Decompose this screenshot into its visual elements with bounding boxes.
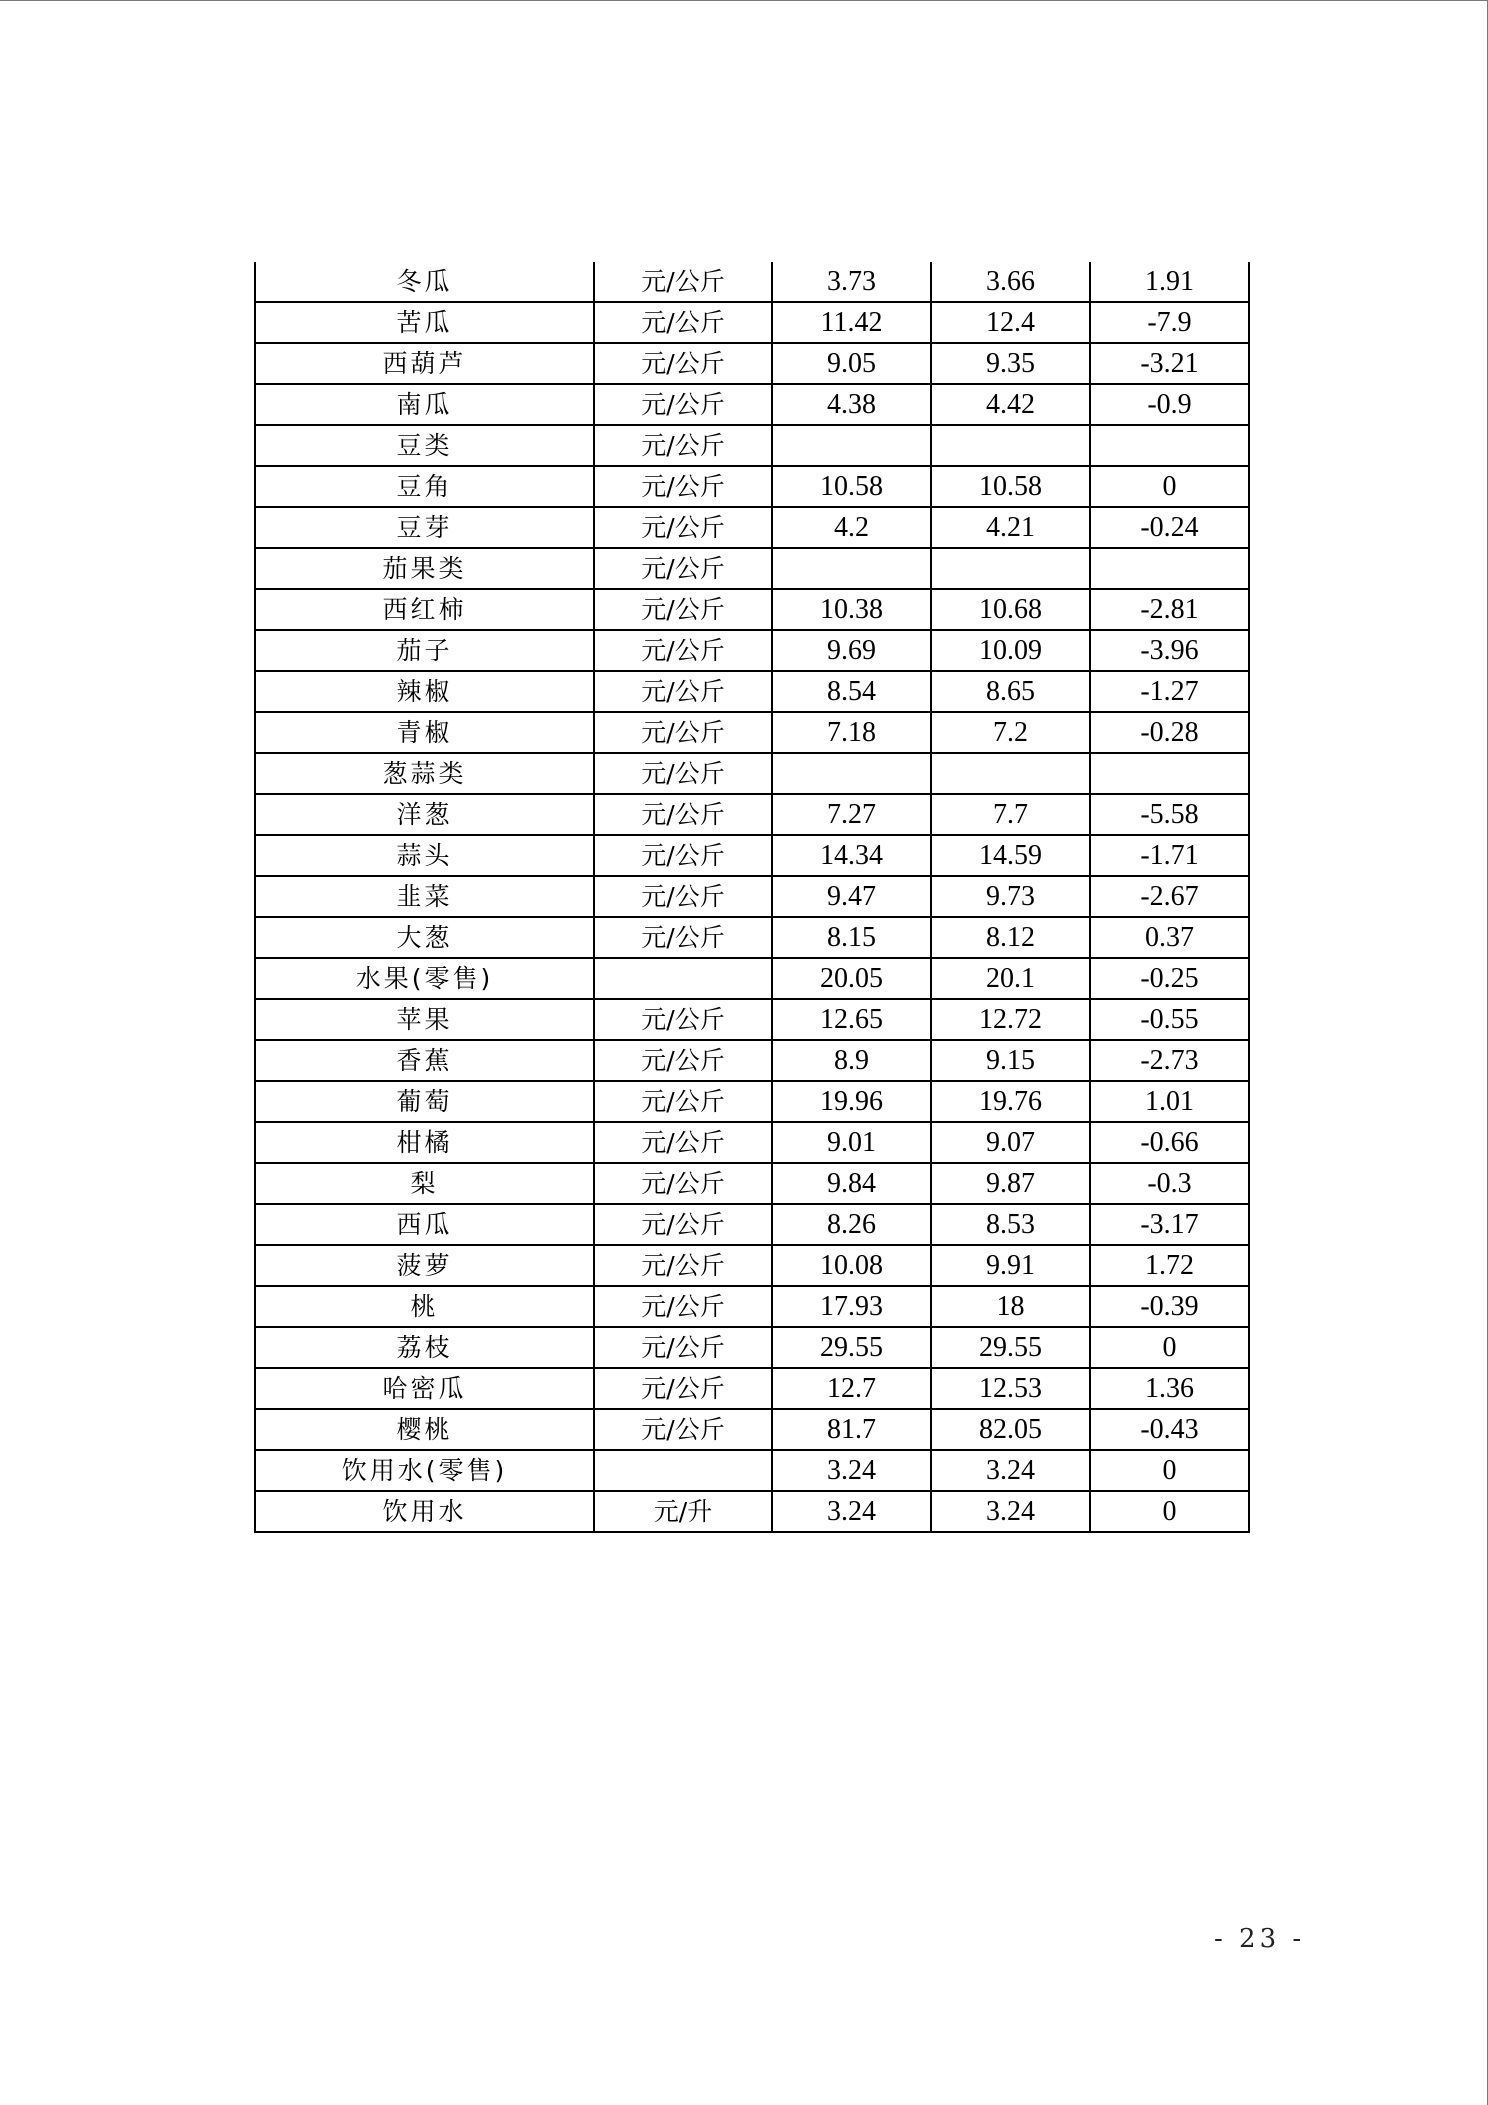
table-row [255,630,1249,671]
item-value-1: 9.47 [772,876,931,917]
table-row [255,1245,1249,1286]
item-value-2: 8.12 [931,917,1090,958]
item-value-1: 3.73 [772,262,931,302]
item-unit: 元/公斤 [594,1204,772,1245]
price-table [254,262,1250,1533]
item-unit: 元/升 [594,1491,772,1532]
item-value-2: 8.53 [931,1204,1090,1245]
item-value-3: -2.67 [1090,876,1249,917]
item-name: 蒜头 [255,835,594,876]
item-name: 饮用水(零售) [255,1450,594,1491]
item-name: 苦瓜 [255,302,594,343]
item-unit: 元/公斤 [594,548,772,589]
item-value-1: 8.26 [772,1204,931,1245]
item-value-3: 1.36 [1090,1368,1249,1409]
item-value-3: 0 [1090,1450,1249,1491]
item-name: 苹果 [255,999,594,1040]
item-name: 豆芽 [255,507,594,548]
item-value-3: -0.3 [1090,1163,1249,1204]
table-row [255,1204,1249,1245]
table-row [255,1368,1249,1409]
item-value-2: 10.09 [931,630,1090,671]
item-value-2: 3.66 [931,262,1090,302]
table-row [255,425,1249,466]
item-value-3: -0.39 [1090,1286,1249,1327]
table-row [255,1450,1249,1491]
item-unit: 元/公斤 [594,384,772,425]
item-value-1: 3.24 [772,1491,931,1532]
item-unit: 元/公斤 [594,466,772,507]
item-name: 韭菜 [255,876,594,917]
item-value-1: 3.24 [772,1450,931,1491]
table-row [255,507,1249,548]
item-value-3: -3.21 [1090,343,1249,384]
table-row [255,1409,1249,1450]
item-unit [594,1450,772,1491]
item-value-3: -5.58 [1090,794,1249,835]
item-name: 葱蒜类 [255,753,594,794]
item-value-1: 8.9 [772,1040,931,1081]
table-row [255,917,1249,958]
item-value-1: 10.38 [772,589,931,630]
item-unit: 元/公斤 [594,589,772,630]
table-row [255,262,1249,302]
item-unit: 元/公斤 [594,1122,772,1163]
item-value-1: 9.01 [772,1122,931,1163]
item-value-3: -0.25 [1090,958,1249,999]
item-name: 桃 [255,1286,594,1327]
item-unit: 元/公斤 [594,835,772,876]
table-row [255,712,1249,753]
item-value-2 [931,753,1090,794]
item-value-2: 19.76 [931,1081,1090,1122]
item-unit: 元/公斤 [594,1245,772,1286]
item-value-3: -0.55 [1090,999,1249,1040]
item-value-2: 4.21 [931,507,1090,548]
item-value-1 [772,425,931,466]
table-row [255,1081,1249,1122]
item-unit: 元/公斤 [594,630,772,671]
item-value-1: 7.27 [772,794,931,835]
item-value-3: -0.24 [1090,507,1249,548]
table-row [255,466,1249,507]
item-value-2: 9.35 [931,343,1090,384]
item-value-1: 9.84 [772,1163,931,1204]
item-unit: 元/公斤 [594,262,772,302]
table-row [255,958,1249,999]
table-row [255,753,1249,794]
item-value-1 [772,548,931,589]
item-unit [594,958,772,999]
item-unit: 元/公斤 [594,876,772,917]
item-unit: 元/公斤 [594,507,772,548]
item-value-3: -3.17 [1090,1204,1249,1245]
item-value-1 [772,753,931,794]
item-value-3: -0.9 [1090,384,1249,425]
item-value-3: -0.66 [1090,1122,1249,1163]
table-row [255,999,1249,1040]
item-value-2: 9.87 [931,1163,1090,1204]
item-value-1: 14.34 [772,835,931,876]
item-value-1: 9.69 [772,630,931,671]
item-name: 大葱 [255,917,594,958]
table-row [255,1163,1249,1204]
item-unit: 元/公斤 [594,712,772,753]
item-value-1: 8.15 [772,917,931,958]
item-value-1: 10.08 [772,1245,931,1286]
item-value-2: 7.7 [931,794,1090,835]
item-unit: 元/公斤 [594,999,772,1040]
table-row [255,1286,1249,1327]
item-name: 葡萄 [255,1081,594,1122]
table-row [255,1040,1249,1081]
item-unit: 元/公斤 [594,1409,772,1450]
item-name: 南瓜 [255,384,594,425]
item-unit: 元/公斤 [594,343,772,384]
item-value-2: 4.42 [931,384,1090,425]
item-unit: 元/公斤 [594,753,772,794]
page-number: - 23 - [1214,1924,1306,1954]
page-top-border [0,0,1488,1]
item-value-3: -0.43 [1090,1409,1249,1450]
item-unit: 元/公斤 [594,1040,772,1081]
item-value-2: 10.68 [931,589,1090,630]
price-table-body [255,262,1249,1532]
item-name: 香蕉 [255,1040,594,1081]
table-row [255,794,1249,835]
item-value-1: 19.96 [772,1081,931,1122]
item-value-3: 0 [1090,466,1249,507]
item-value-2: 10.58 [931,466,1090,507]
item-value-1: 12.65 [772,999,931,1040]
item-value-3: -0.28 [1090,712,1249,753]
item-value-3 [1090,425,1249,466]
item-value-3: 0 [1090,1491,1249,1532]
table-row [255,384,1249,425]
item-name: 辣椒 [255,671,594,712]
item-unit: 元/公斤 [594,671,772,712]
item-value-2: 9.73 [931,876,1090,917]
item-value-2 [931,548,1090,589]
item-value-3: 1.91 [1090,262,1249,302]
item-value-1: 11.42 [772,302,931,343]
item-name: 西红柿 [255,589,594,630]
item-value-3: 0.37 [1090,917,1249,958]
item-name: 梨 [255,1163,594,1204]
item-name: 青椒 [255,712,594,753]
item-name: 饮用水 [255,1491,594,1532]
item-value-1: 10.58 [772,466,931,507]
item-name: 水果(零售) [255,958,594,999]
item-value-2: 14.59 [931,835,1090,876]
table-row [255,548,1249,589]
table-row [255,671,1249,712]
item-value-2: 12.72 [931,999,1090,1040]
item-name: 豆类 [255,425,594,466]
table-row [255,1122,1249,1163]
item-value-3: -1.27 [1090,671,1249,712]
item-value-2: 82.05 [931,1409,1090,1450]
item-value-1: 29.55 [772,1327,931,1368]
item-name: 茄子 [255,630,594,671]
item-name: 西瓜 [255,1204,594,1245]
item-value-1: 81.7 [772,1409,931,1450]
item-unit: 元/公斤 [594,1163,772,1204]
item-value-1: 4.38 [772,384,931,425]
item-value-3: -7.9 [1090,302,1249,343]
item-unit: 元/公斤 [594,302,772,343]
item-name: 冬瓜 [255,262,594,302]
item-name: 樱桃 [255,1409,594,1450]
item-value-2: 12.4 [931,302,1090,343]
item-value-2: 12.53 [931,1368,1090,1409]
item-value-1: 12.7 [772,1368,931,1409]
item-value-1: 9.05 [772,343,931,384]
table-row [255,343,1249,384]
table-row [255,1327,1249,1368]
item-name: 柑橘 [255,1122,594,1163]
item-unit: 元/公斤 [594,794,772,835]
item-value-1: 7.18 [772,712,931,753]
item-name: 豆角 [255,466,594,507]
table-row [255,1491,1249,1532]
item-unit: 元/公斤 [594,1286,772,1327]
item-value-2: 3.24 [931,1450,1090,1491]
item-value-3: 0 [1090,1327,1249,1368]
item-value-3 [1090,753,1249,794]
item-value-3 [1090,548,1249,589]
item-value-3: -2.81 [1090,589,1249,630]
item-value-2: 8.65 [931,671,1090,712]
item-unit: 元/公斤 [594,1368,772,1409]
table-row [255,589,1249,630]
item-name: 茄果类 [255,548,594,589]
item-value-2 [931,425,1090,466]
table-row [255,835,1249,876]
table-row [255,876,1249,917]
item-value-2: 18 [931,1286,1090,1327]
item-name: 洋葱 [255,794,594,835]
item-name: 荔枝 [255,1327,594,1368]
item-value-2: 9.15 [931,1040,1090,1081]
item-value-2: 20.1 [931,958,1090,999]
item-value-2: 7.2 [931,712,1090,753]
item-name: 菠萝 [255,1245,594,1286]
item-value-1: 8.54 [772,671,931,712]
item-value-3: 1.01 [1090,1081,1249,1122]
item-value-1: 17.93 [772,1286,931,1327]
item-value-2: 29.55 [931,1327,1090,1368]
item-value-3: -3.96 [1090,630,1249,671]
item-value-3: 1.72 [1090,1245,1249,1286]
item-unit: 元/公斤 [594,425,772,466]
table-row [255,302,1249,343]
item-unit: 元/公斤 [594,1081,772,1122]
item-name: 哈密瓜 [255,1368,594,1409]
item-value-2: 9.91 [931,1245,1090,1286]
item-value-3: -2.73 [1090,1040,1249,1081]
item-unit: 元/公斤 [594,1327,772,1368]
item-name: 西葫芦 [255,343,594,384]
item-value-1: 20.05 [772,958,931,999]
item-value-3: -1.71 [1090,835,1249,876]
item-value-2: 3.24 [931,1491,1090,1532]
item-unit: 元/公斤 [594,917,772,958]
item-value-1: 4.2 [772,507,931,548]
item-value-2: 9.07 [931,1122,1090,1163]
